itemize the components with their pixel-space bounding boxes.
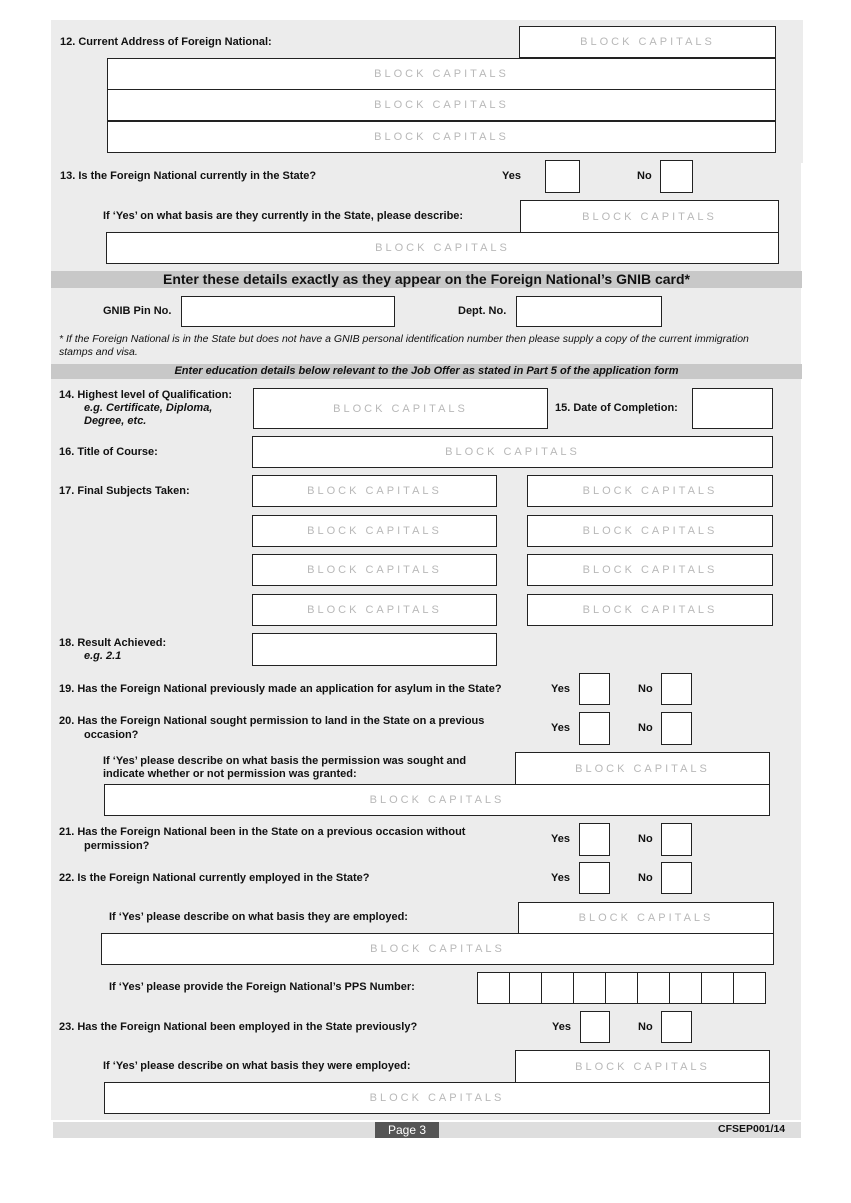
q13-followup-label: If ‘Yes’ on what basis are they currently in the State, please describe: [103, 210, 464, 222]
dept-no-field[interactable] [516, 296, 662, 327]
placeholder-text: BLOCK CAPITALS [374, 99, 509, 111]
q20-followup-line2: indicate whether or not permission was granted: [103, 768, 357, 780]
gnib-pin-field[interactable] [181, 296, 395, 327]
pps-digit-cell[interactable] [573, 972, 606, 1004]
q20-followup-line1: If ‘Yes’ please describe on what basis the permission was sought and [103, 755, 467, 767]
q21-yes-label: Yes [551, 833, 570, 845]
q19-yes-label: Yes [551, 683, 570, 695]
subject-field[interactable] [252, 515, 497, 547]
q20-basis-field-1[interactable] [515, 752, 770, 785]
placeholder-text: BLOCK CAPITALS [374, 68, 509, 80]
q23-no-checkbox[interactable] [661, 1011, 692, 1043]
subject-field[interactable] [252, 554, 497, 586]
q23-yes-label: Yes [552, 1021, 571, 1033]
q20-no-checkbox[interactable] [661, 712, 692, 745]
q19-no-label: No [638, 683, 653, 695]
address-line-4-field[interactable] [107, 121, 776, 153]
q20-label-line1: 20. Has the Foreign National sought permission to land in the State on a previous [59, 715, 485, 727]
placeholder-text: BLOCK CAPITALS [307, 564, 442, 576]
placeholder-text: BLOCK CAPITALS [307, 485, 442, 497]
subject-field[interactable] [527, 515, 773, 547]
placeholder-text: BLOCK CAPITALS [575, 1060, 710, 1073]
gnib-heading: Enter these details exactly as they appear on the Foreign National’s GNIB card* [51, 271, 802, 288]
address-line-2-field[interactable] [107, 58, 776, 90]
q19-label: 19. Has the Foreign National previously made an application for asylum in the State? [59, 683, 502, 695]
placeholder-text: BLOCK CAPITALS [370, 943, 505, 955]
pps-digit-cell[interactable] [477, 972, 510, 1004]
placeholder-text: BLOCK CAPITALS [580, 36, 715, 48]
q21-label-line1: 21. Has the Foreign National been in the State on a previous occasion without [59, 826, 466, 838]
q20-label-line2: occasion? [84, 729, 139, 741]
q18-label: 18. Result Achieved: [59, 637, 167, 649]
q20-no-label: No [638, 722, 653, 734]
subject-field[interactable] [527, 475, 773, 507]
result-field[interactable] [252, 633, 497, 666]
q22-yes-label: Yes [551, 872, 570, 884]
q22-label: 22. Is the Foreign National currently employed in the State? [59, 872, 370, 884]
page-number: Page 3 [375, 1122, 439, 1138]
q22-no-checkbox[interactable] [661, 862, 692, 894]
q23-followup-label: If ‘Yes’ please describe on what basis they were employed: [103, 1060, 411, 1072]
q20-yes-label: Yes [551, 722, 570, 734]
education-heading: Enter education details below relevant to the Job Offer as stated in Part 5 of the application form [51, 364, 802, 379]
placeholder-text: BLOCK CAPITALS [582, 604, 718, 616]
q21-label-line2: permission? [84, 840, 150, 852]
dept-no-label: Dept. No. [458, 305, 507, 317]
form-code: CFSEP001/14 [718, 1123, 786, 1135]
q13-yes-checkbox[interactable] [545, 160, 580, 193]
q23-basis-field-1[interactable] [515, 1050, 770, 1083]
subject-field[interactable] [252, 594, 497, 626]
q13-label: 13. Is the Foreign National currently in the State? [60, 170, 317, 182]
pps-digit-cell[interactable] [701, 972, 734, 1004]
qualification-field[interactable] [253, 388, 548, 429]
q20-basis-field-2[interactable] [104, 784, 770, 816]
q21-no-label: No [638, 833, 653, 845]
placeholder-text: BLOCK CAPITALS [333, 402, 468, 415]
q19-no-checkbox[interactable] [661, 673, 692, 705]
q18-example: e.g. 2.1 [84, 650, 122, 662]
q21-yes-checkbox[interactable] [579, 823, 610, 856]
pps-number-field[interactable] [477, 972, 765, 1004]
q13-basis-field-2[interactable] [106, 232, 779, 264]
pps-digit-cell[interactable] [733, 972, 766, 1004]
q12-label: 12. Current Address of Foreign National: [60, 36, 272, 48]
placeholder-text: BLOCK CAPITALS [374, 131, 509, 143]
gnib-pin-label: GNIB Pin No. [103, 305, 172, 317]
q22-basis-field-1[interactable] [518, 902, 774, 934]
q17-label: 17. Final Subjects Taken: [59, 485, 190, 497]
q23-no-label: No [638, 1021, 653, 1033]
placeholder-text: BLOCK CAPITALS [582, 485, 718, 497]
q22-basis-field-2[interactable] [101, 933, 774, 965]
subject-field[interactable] [252, 475, 497, 507]
placeholder-text: BLOCK CAPITALS [307, 604, 442, 616]
q13-basis-field-1[interactable] [520, 200, 779, 233]
q20-yes-checkbox[interactable] [579, 712, 610, 745]
subject-field[interactable] [527, 594, 773, 626]
pps-digit-cell[interactable] [669, 972, 702, 1004]
placeholder-text: BLOCK CAPITALS [307, 525, 442, 537]
q13-no-checkbox[interactable] [660, 160, 693, 193]
pps-label: If ‘Yes’ please provide the Foreign National’s PPS Number: [109, 981, 415, 993]
subject-field[interactable] [527, 554, 773, 586]
q22-yes-checkbox[interactable] [579, 862, 610, 894]
pps-digit-cell[interactable] [637, 972, 670, 1004]
q19-yes-checkbox[interactable] [579, 673, 610, 705]
placeholder-text: BLOCK CAPITALS [582, 525, 718, 537]
q13-yes-label: Yes [502, 170, 521, 182]
placeholder-text: BLOCK CAPITALS [369, 794, 505, 806]
placeholder-text: BLOCK CAPITALS [445, 446, 580, 458]
placeholder-text: BLOCK CAPITALS [582, 210, 717, 223]
q23-basis-field-2[interactable] [104, 1082, 770, 1114]
address-line-1-field[interactable] [519, 26, 776, 58]
placeholder-text: BLOCK CAPITALS [578, 912, 714, 924]
q22-followup-label: If ‘Yes’ please describe on what basis they are employed: [109, 911, 408, 923]
address-line-3-field[interactable] [107, 89, 776, 121]
pps-digit-cell[interactable] [541, 972, 574, 1004]
pps-digit-cell[interactable] [605, 972, 638, 1004]
q13-no-label: No [637, 170, 652, 182]
q22-no-label: No [638, 872, 653, 884]
q23-label: 23. Has the Foreign National been employed in the State previously? [59, 1021, 418, 1033]
q14-label: 14. Highest level of Qualification: [59, 389, 232, 401]
q23-yes-checkbox[interactable] [580, 1011, 610, 1043]
q21-no-checkbox[interactable] [661, 823, 692, 856]
placeholder-text: BLOCK CAPITALS [375, 242, 510, 254]
q16-label: 16. Title of Course: [59, 446, 158, 458]
pps-digit-cell[interactable] [509, 972, 542, 1004]
completion-date-field[interactable] [692, 388, 773, 429]
q14-example: e.g. Certificate, Diploma, Degree, etc. [84, 402, 213, 427]
placeholder-text: BLOCK CAPITALS [582, 564, 718, 576]
placeholder-text: BLOCK CAPITALS [575, 762, 710, 775]
course-title-field[interactable] [252, 436, 773, 468]
placeholder-text: BLOCK CAPITALS [369, 1092, 505, 1104]
gnib-note: * If the Foreign National is in the State but does not have a GNIB personal identification number then please supply a copy of the current immigration stamps and visa. [59, 333, 749, 358]
q15-label: 15. Date of Completion: [555, 402, 678, 414]
